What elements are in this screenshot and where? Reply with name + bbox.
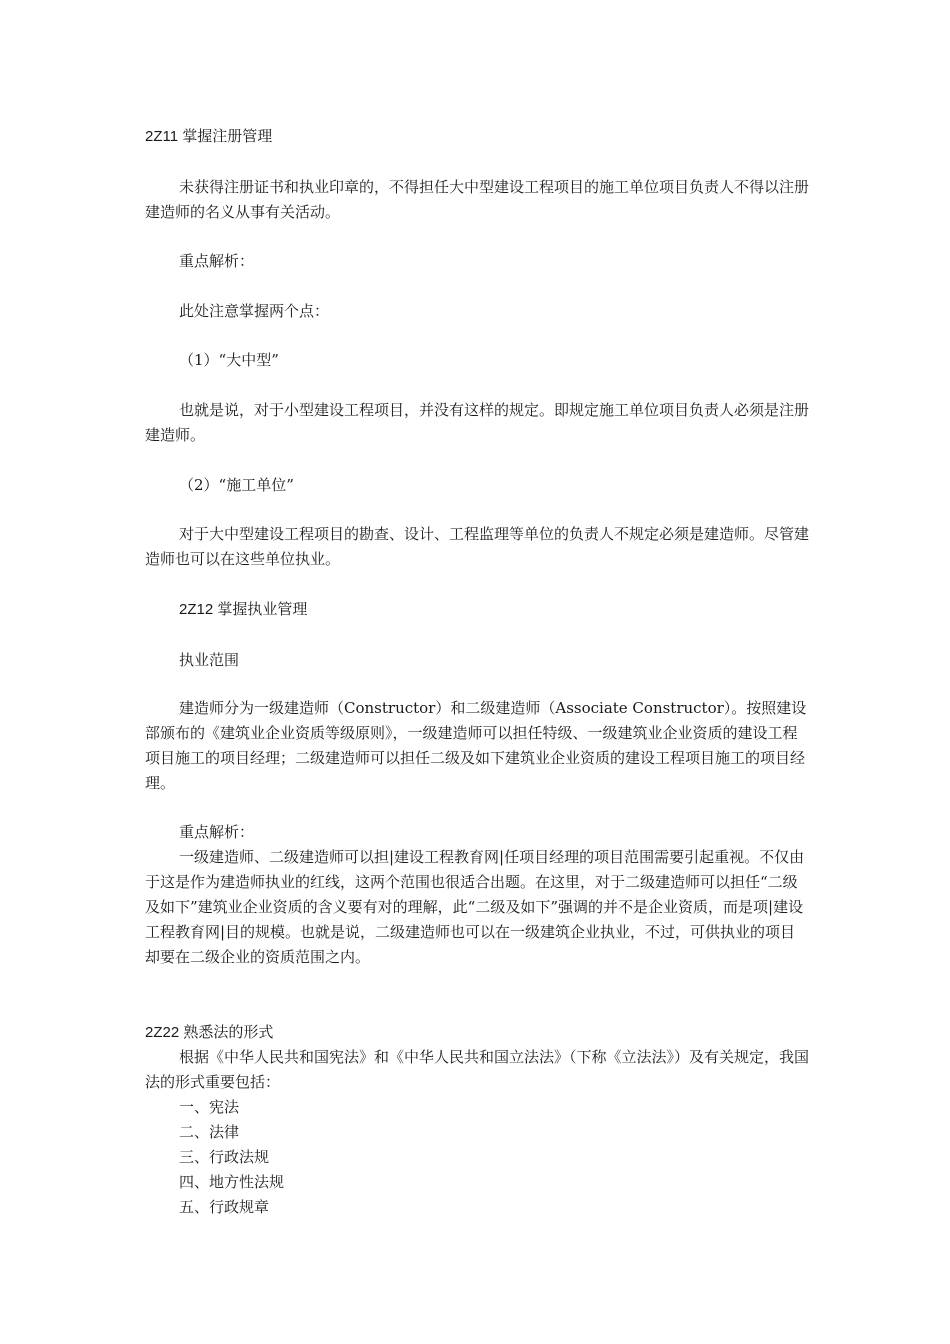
list-item: 五、行政规章	[179, 1198, 270, 1216]
section-heading-2z22: 2Z22 熟悉法的形式	[145, 1024, 274, 1041]
analysis-label: 重点解析：	[179, 823, 255, 841]
paragraph: 也就是说，对于小型建设工程项目，并没有这样的规定。即规定施工单位项目负责人必须是注册建造师。	[145, 401, 810, 444]
section-heading-2z12: 2Z12 掌握执业管理	[179, 601, 308, 618]
paragraph: 此处注意掌握两个点：	[179, 302, 330, 320]
paragraph: 对于大中型建设工程项目的勘查、设计、工程监理等单位的负责人不规定必须是建造师。尽管建造师也可以在这些单位执业。	[145, 525, 810, 568]
paragraph: 根据《中华人民共和国宪法》和《中华人民共和国立法法》（下称《立法法》）及有关规定，我国法的形式重要包括：	[145, 1048, 810, 1091]
section-heading-2z11: 2Z11 掌握注册管理	[145, 128, 273, 145]
paragraph: 一级建造师、二级建造师可以担|建设工程教育网|任项目经理的项目范围需要引起重视。不仅由于这是作为建造师执业的红线，这两个范围也很适合出题。在这里，对于二级建造师可以担任“二级及如下”建筑业企业资质的含义要有对的理解，此“二级及如下”强调的并不是企业资质，而是项|建设工程教育网|目的规模。也就是说，二级建造师也可以在一级建筑企业执业，不过，可供执业的项目却要在二级企业的资质范围之内。	[145, 848, 805, 966]
list-item: 三、行政法规	[179, 1148, 270, 1166]
list-item: 四、地方性法规	[179, 1173, 285, 1191]
paragraph: 建造师分为一级建造师（Constructor）和二级建造师（Associate Constructor）。按照建设部颁布的《建筑业企业资质等级原则》，一级建造师可以担任特级、一级建筑业企业资质的建设工程项目施工的项目经理；二级建造师可以担任二级及如下建筑业企业资质的建设工程项目施工的项目经理。	[145, 699, 807, 792]
point-label: （1）“大中型”	[179, 351, 279, 369]
list-item: 一、宪法	[179, 1098, 240, 1116]
paragraph: 未获得注册证书和执业印章的，不得担任大中型建设工程项目的施工单位项目负责人不得以注册建造师的名义从事有关活动。	[145, 178, 810, 221]
subheading: 执业范围	[179, 651, 240, 669]
list-item: 二、法律	[179, 1123, 240, 1141]
point-label: （2）“施工单位”	[179, 476, 294, 494]
analysis-label: 重点解析：	[179, 252, 255, 270]
